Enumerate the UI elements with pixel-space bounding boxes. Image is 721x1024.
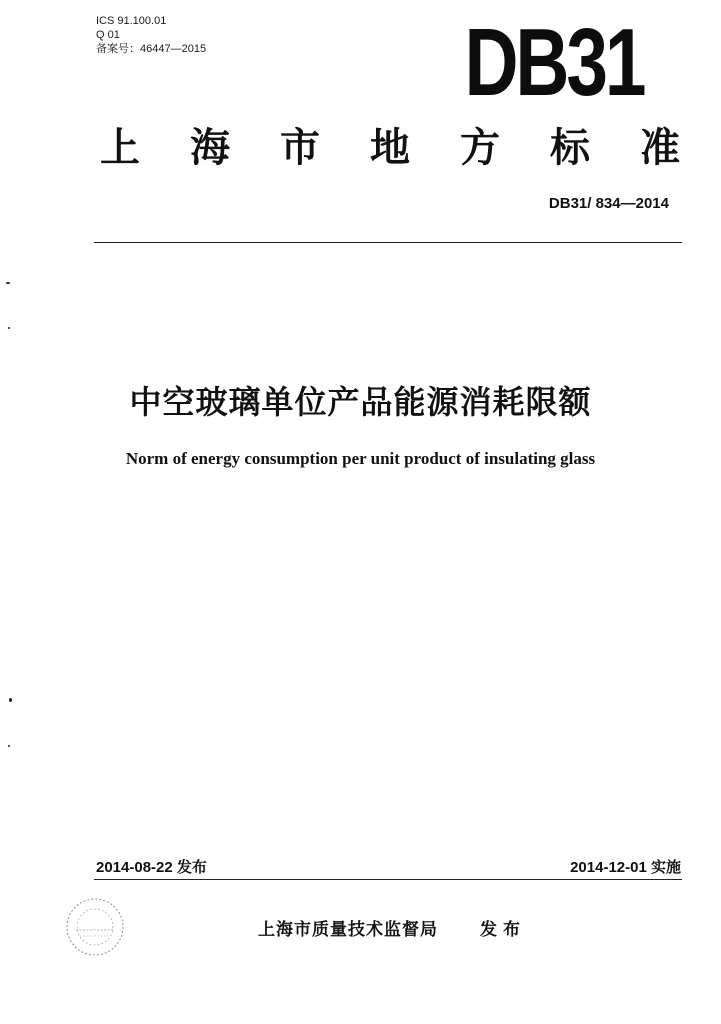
db31-logo: DB31: [464, 9, 643, 116]
standard-type-heading: [100, 124, 680, 172]
ccs-code: Q 01: [96, 29, 120, 41]
standard-type-char: 上: [100, 124, 140, 171]
document-title-chinese: 中空玻璃单位产品能源消耗限额: [129, 383, 592, 421]
filing-number: 备案号：46447—2015: [96, 43, 207, 55]
classification-block: [96, 14, 206, 56]
standard-type-char: 方: [460, 124, 500, 171]
standard-type-char: 准: [640, 124, 680, 171]
standard-type-char: 市: [280, 124, 320, 171]
standard-number: DB31/ 834—2014: [548, 195, 669, 212]
issuing-action: 发布: [480, 920, 526, 940]
issuing-authority: 上海市质量技术监督局: [258, 920, 438, 940]
document-title-english: Norm of energy consumption per unit product of insulating glass: [125, 449, 596, 468]
standard-type-char: 海: [190, 124, 230, 171]
standard-type-char: 地: [370, 124, 410, 171]
scan-speck: [6, 282, 10, 284]
implement-date: 2014-12-01 实施: [570, 859, 681, 876]
scan-speck: [8, 327, 10, 329]
bottom-divider: [94, 879, 682, 880]
top-divider: [94, 242, 682, 243]
scan-speck: [9, 698, 12, 702]
ics-code: ICS 91.100.01: [96, 15, 167, 27]
library-stamp-icon: [60, 892, 130, 962]
standard-type-char: 标: [550, 124, 590, 171]
scan-speck: [8, 745, 10, 747]
publish-date: 2014-08-22 发布: [96, 859, 207, 876]
